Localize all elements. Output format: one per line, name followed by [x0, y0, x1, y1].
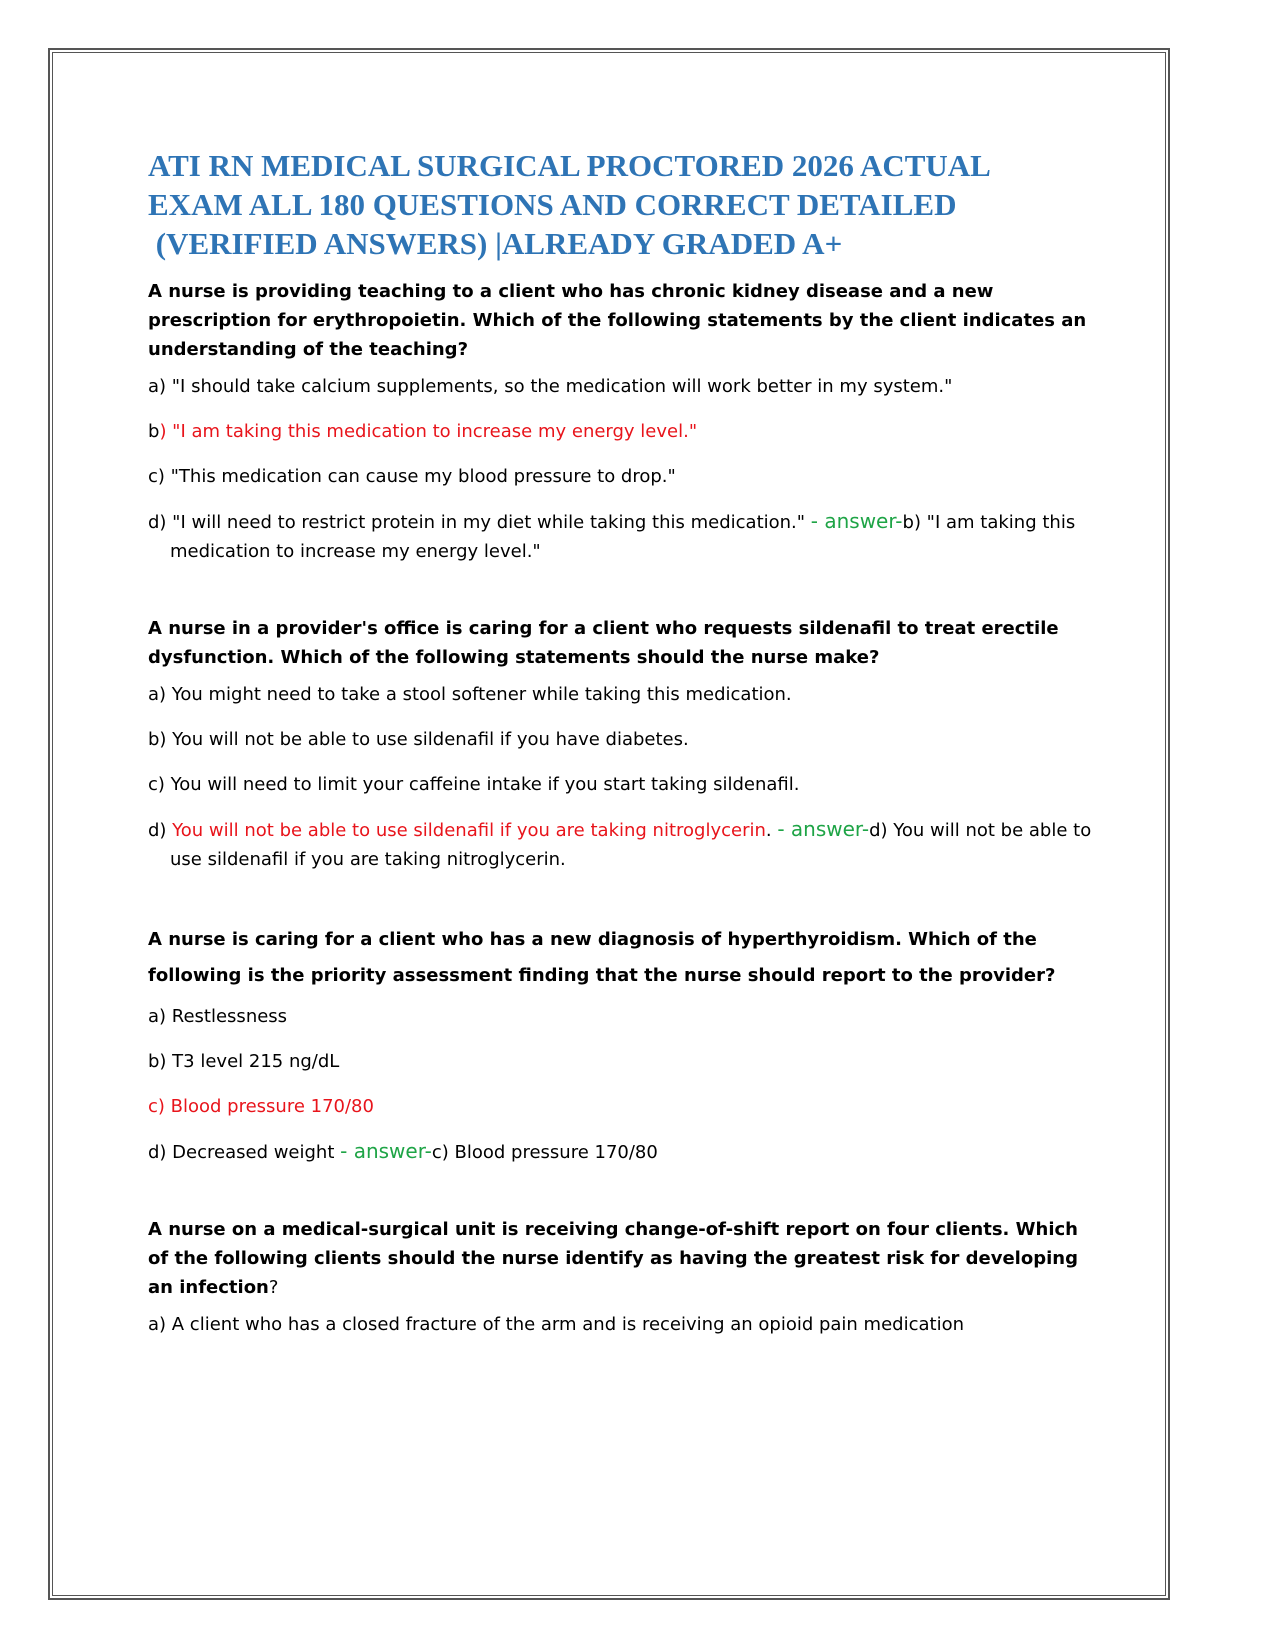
question-block-2 [148, 614, 1098, 874]
question-mark: ? [268, 1277, 279, 1298]
answer-text: d) You will not be able to use sildenafil if you are taking nitroglycerin. [170, 820, 1092, 870]
option-d-with-answer [148, 507, 1098, 566]
correct-option-text: You will not be able to use sildenafil if you are taking nitroglycerin [172, 820, 766, 841]
answer-tag: - answer- [777, 817, 870, 841]
answer-tag: - answer- [810, 509, 903, 533]
question-text: A nurse in a provider's office is caring for a client who requests sildenafil to treat erectile dysfunction. Which of the following statements should the nurse make? [148, 618, 1059, 668]
option-a: a) You might need to take a stool softener while taking this medication. [148, 684, 792, 705]
option-punctuation: . [765, 820, 778, 841]
document-title: ATI RN MEDICAL SURGICAL PROCTORED 2026 ACTUAL EXAM ALL 180 QUESTIONS AND CORRECT DETAILED (VERIFIED ANSWERS) |ALREADY GRADED A+ [148, 148, 991, 261]
answer-tag: - answer- [340, 1139, 432, 1163]
option-d-text: d) "I will need to restrict protein in my diet while taking this medication." [148, 512, 811, 533]
option-d-with-answer [148, 815, 1098, 874]
option-c: c) "This medication can cause my blood pressure to drop." [148, 466, 676, 487]
document-content [148, 146, 1098, 1387]
question-block-4 [148, 1215, 1098, 1339]
answer-text: b) "I am taking this medication to increase my energy level." [170, 512, 1076, 562]
option-c: c) You will need to limit your caffeine intake if you start taking sildenafil. [148, 774, 800, 795]
question-text [148, 1215, 1098, 1302]
question-block-1 [148, 277, 1098, 566]
option-a: a) A client who has a closed fracture of the arm and is receiving an opioid pain medication [148, 1314, 965, 1335]
option-b: b) T3 level 215 ng/dL [148, 1051, 340, 1072]
option-d-text: d) Decreased weight [148, 1142, 341, 1163]
question-text: A nurse is providing teaching to a client who has chronic kidney disease and a new prescription for erythropoietin. Which of the following statements by the client indicates an understanding of the teaching? [148, 281, 1087, 360]
question-body: A nurse on a medical-surgical unit is receiving change-of-shift report on four clients. Which of the following clients should the nurse identify as having the greatest risk for developing an infection [148, 1219, 1078, 1298]
option-d-with-answer [148, 1137, 1098, 1167]
option-b: b) You will not be able to use sildenafil if you have diabetes. [148, 729, 689, 750]
option-a: a) Restlessness [148, 1006, 288, 1027]
question-block-3 [148, 922, 1098, 1167]
option-c-correct: c) Blood pressure 170/80 [148, 1096, 374, 1117]
option-b-correct [148, 417, 1098, 446]
option-letter: b [148, 421, 160, 442]
option-letter: d) [148, 820, 173, 841]
question-text: A nurse is caring for a client who has a new diagnosis of hyperthyroidism. Which of the following is the priority assessment finding that the nurse should report to the provider? [148, 929, 1056, 986]
correct-option-text: ) "I am taking this medication to increase my energy level." [159, 421, 698, 442]
option-a: a) "I should take calcium supplements, so the medication will work better in my system." [148, 376, 953, 397]
answer-text: c) Blood pressure 170/80 [431, 1142, 658, 1163]
